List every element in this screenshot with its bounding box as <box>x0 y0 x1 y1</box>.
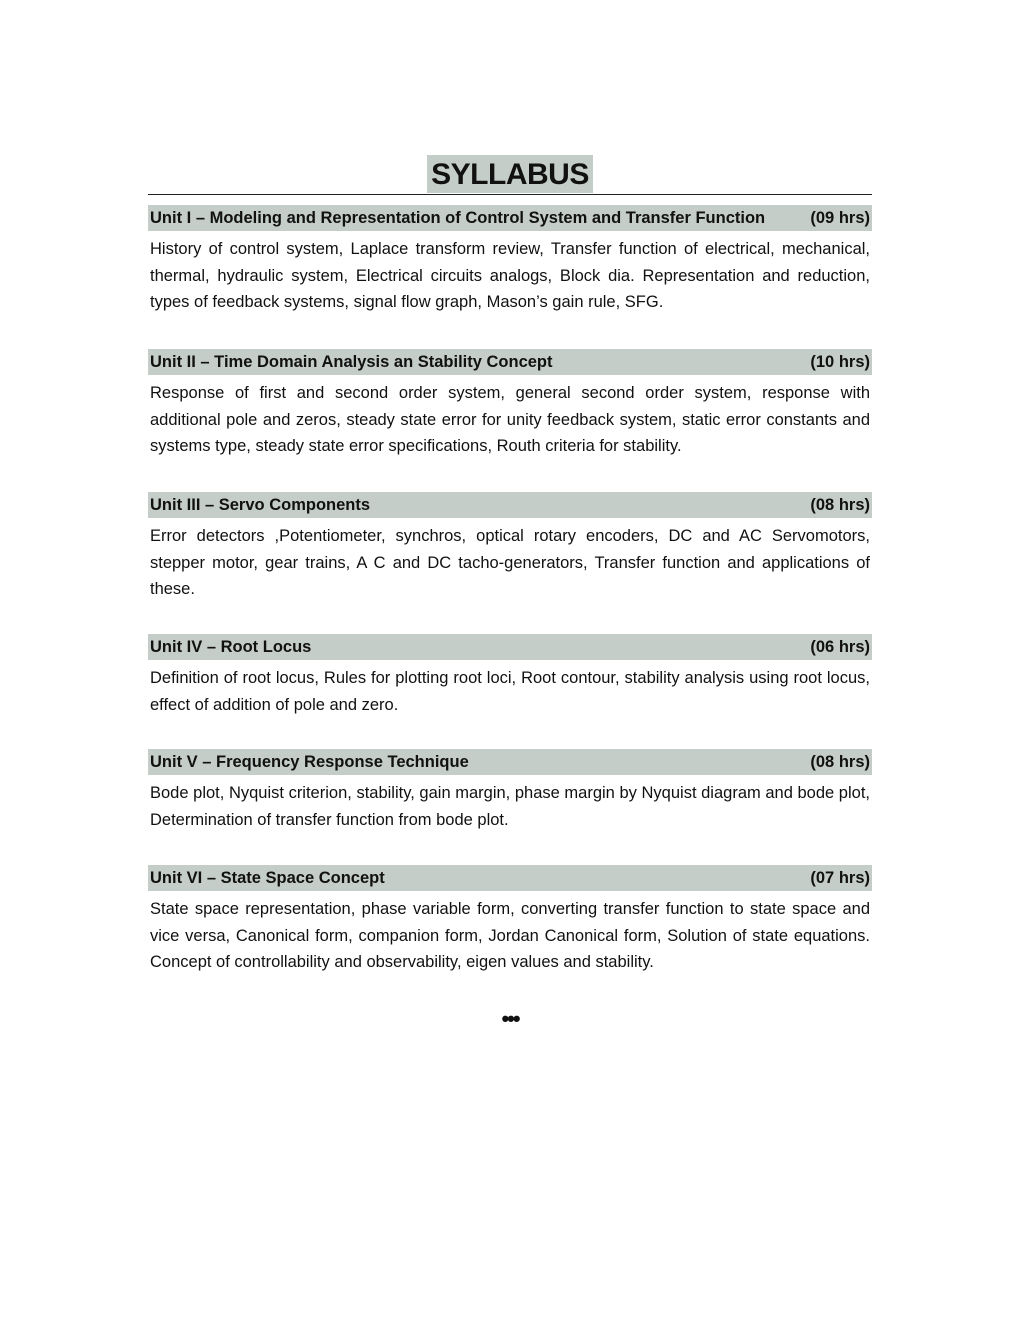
title-divider <box>148 194 872 195</box>
unit-6 <box>148 865 872 976</box>
unit-1-heading: Unit I – Modeling and Representation of Control System and Transfer Function <box>150 208 766 227</box>
unit-2 <box>148 349 872 460</box>
unit-5-description: Bode plot, Nyquist criterion, stability, gain margin, phase margin by Nyquist diagram and bode plot, Determination of transfer function from bode plot. <box>150 784 870 829</box>
unit-6-heading: Unit VI – State Space Concept <box>150 868 385 887</box>
unit-3 <box>148 492 872 603</box>
unit-2-heading: Unit II – Time Domain Analysis an Stability Concept <box>150 352 553 371</box>
page-title: SYLLABUS <box>427 155 593 193</box>
unit-3-hours: (08 hrs) <box>810 495 870 514</box>
unit-1-hours: (09 hrs) <box>810 208 870 227</box>
unit-3-header <box>148 492 872 518</box>
unit-6-description: State space representation, phase variable form, converting transfer function to state space and vice versa, Canonical form, companion form, Jordan Canonical form, Solution of state equations. Concept of controllability and observability, eigen values and stability. <box>150 900 870 972</box>
unit-5 <box>148 749 872 833</box>
unit-2-header <box>148 349 872 375</box>
title-wrap <box>148 155 872 193</box>
end-of-section-mark: ••• <box>501 1006 519 1031</box>
unit-2-hours: (10 hrs) <box>810 352 870 371</box>
unit-5-hours: (08 hrs) <box>810 752 870 771</box>
unit-3-heading: Unit III – Servo Components <box>150 495 371 514</box>
unit-1 <box>148 205 872 316</box>
unit-1-description: History of control system, Laplace transform review, Transfer function of electrical, mechanical, thermal, hydraulic system, Electrical circuits analogs, Block dia. Representation and reduction, types of feedback systems, signal flow graph, Mason’s gain rule, SFG. <box>150 240 870 312</box>
unit-5-header <box>148 749 872 775</box>
unit-3-description: Error detectors ,Potentiometer, synchros, optical rotary encoders, DC and AC Servomotors, stepper motor, gear trains, A C and DC tacho-generators, Transfer function and applications of these. <box>150 527 870 599</box>
unit-6-hours: (07 hrs) <box>810 868 870 887</box>
unit-4-heading: Unit IV – Root Locus <box>150 637 312 656</box>
unit-4-hours: (06 hrs) <box>810 637 870 656</box>
unit-4-header <box>148 634 872 660</box>
unit-4 <box>148 634 872 718</box>
unit-4-description: Definition of root locus, Rules for plotting root loci, Root contour, stability analysis using root locus, effect of addition of pole and zero. <box>150 669 870 714</box>
unit-5-heading: Unit V – Frequency Response Technique <box>150 752 469 771</box>
unit-1-header <box>148 205 872 231</box>
unit-6-header <box>148 865 872 891</box>
unit-2-description: Response of first and second order system, general second order system, response with additional pole and zeros, steady state error for unity feedback system, static error constants and systems type, steady state error specifications, Routh criteria for stability. <box>150 384 870 456</box>
